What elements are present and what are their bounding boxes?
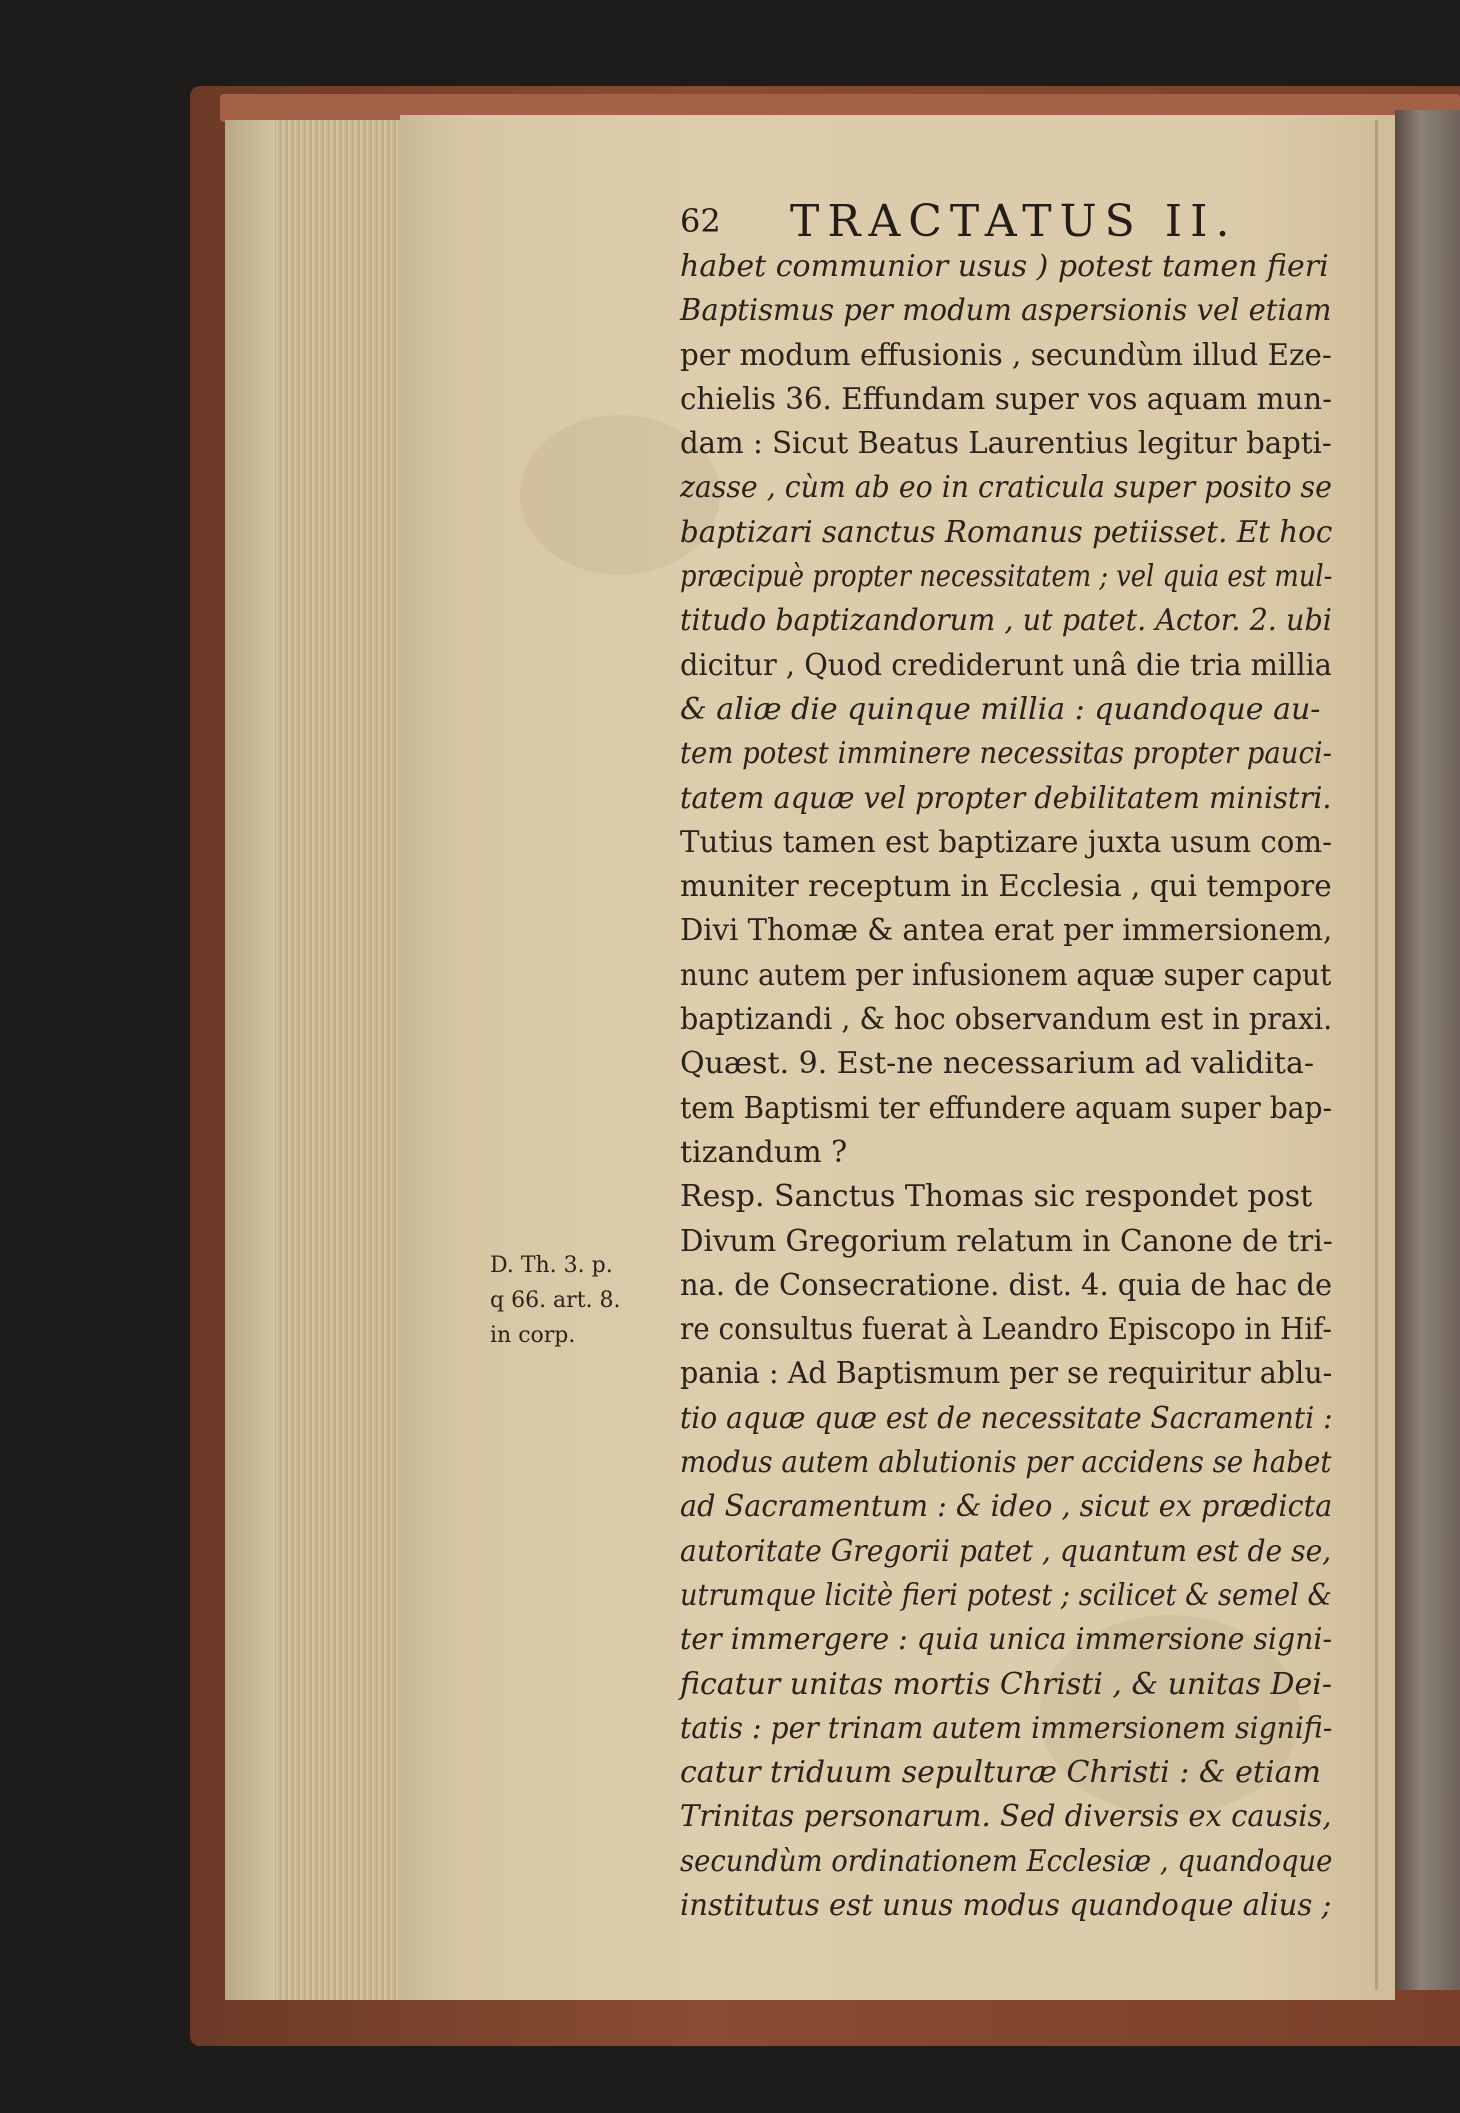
text-line: per modum effusionis , secundùm illud Eze- [680, 337, 1332, 373]
margin-note [490, 1248, 670, 1353]
running-head [680, 196, 1260, 246]
running-head-title: TRACTATUS II. [790, 196, 1238, 247]
text-line: dam : Sicut Beatus Laurentius legitur bapti- [680, 426, 1332, 462]
margin-note-line: q 66. art. 8. [490, 1288, 621, 1313]
text-line: Resp. Sanctus Thomas sic respondet post [680, 1179, 1313, 1215]
text-line: ficatur unitas mortis Christi , & unitas Dei- [680, 1666, 1332, 1702]
text-line: re consultus fuerat à Leandro Episcopo in Hif- [680, 1312, 1332, 1348]
text-line: baptizandi , & hoc observandum est in praxi. [680, 1002, 1333, 1038]
text-line: Trinitas personarum. Sed diversis ex causis, [680, 1799, 1332, 1835]
text-line: Tutius tamen est baptizare juxta usum com- [680, 824, 1333, 860]
text-line: ad Sacramentum : & ideo , sicut ex prædicta [680, 1489, 1333, 1525]
text-line: modus autem ablutionis per accidens se habet [680, 1445, 1332, 1481]
text-line: tem potest imminere necessitas propter pauci- [680, 736, 1332, 772]
text-line: Quæst. 9. Est-ne necessarium ad validita- [680, 1046, 1314, 1082]
text-line: & aliæ die quinque millia : quandoque au- [680, 691, 1321, 727]
page-number: 62 [680, 202, 721, 240]
text-line: tem Baptismi ter effundere aquam super bap- [680, 1090, 1332, 1126]
text-line: tio aquæ quæ est de necessitate Sacramenti : [680, 1400, 1333, 1436]
text-line: ter immergere : quia unica immersione signi- [680, 1622, 1333, 1658]
text-line: Divi Thomæ & antea erat per immersionem, [680, 913, 1333, 949]
text-line: chielis 36. Effundam super vos aquam mun- [680, 381, 1333, 417]
text-line: Divum Gregorium relatum in Canone de tri- [680, 1223, 1333, 1259]
text-line: titudo baptizandorum , ut patet. Actor. 2. ubi [680, 603, 1332, 639]
text-line: secundùm ordinationem Ecclesiæ , quandoque [680, 1843, 1333, 1879]
text-line: habet communior usus ) potest tamen fieri [680, 249, 1329, 284]
facing-page-edge [1395, 110, 1460, 1990]
text-line: muniter receptum in Ecclesia , qui tempore [680, 869, 1332, 905]
text-line: Baptismus per modum aspersionis vel etiam [680, 293, 1332, 329]
text-line: catur triduum sepulturæ Christi : & etiam [680, 1755, 1321, 1791]
text-line: na. de Consecratione. dist. 4. quia de hac de [680, 1267, 1333, 1303]
body-text [680, 245, 1332, 1928]
gutter-shadow [1375, 120, 1378, 1990]
text-line: præcipuè propter necessitatem ; vel quia est mul- [680, 559, 1333, 595]
text-line: tatem aquæ vel propter debilitatem ministri. [680, 780, 1332, 816]
text-line: nunc autem per infusionem aquæ super caput [680, 957, 1332, 993]
text-line: baptizari sanctus Romanus petiisset. Et hoc [680, 514, 1333, 550]
text-line: utrumque licitè fieri potest ; scilicet & semel & [680, 1577, 1332, 1613]
margin-note-line: D. Th. 3. p. [490, 1253, 613, 1278]
text-line: autoritate Gregorii patet , quantum est de se, [680, 1533, 1332, 1569]
text-line: institutus est unus modus quandoque alius ; [680, 1887, 1332, 1923]
page-stack-edge [225, 120, 275, 2000]
text-line: dicitur , Quod crediderunt unâ die tria millia [680, 647, 1332, 683]
text-line: tatis : per trinam autem immersionem signifi- [680, 1710, 1333, 1746]
margin-note-line: in corp. [490, 1323, 576, 1348]
text-line: zasse , cùm ab eo in craticula super posito se [680, 470, 1332, 506]
text-line: pania : Ad Baptismum per se requiritur ablu- [680, 1356, 1333, 1392]
text-line: tizandum ? [680, 1134, 848, 1170]
